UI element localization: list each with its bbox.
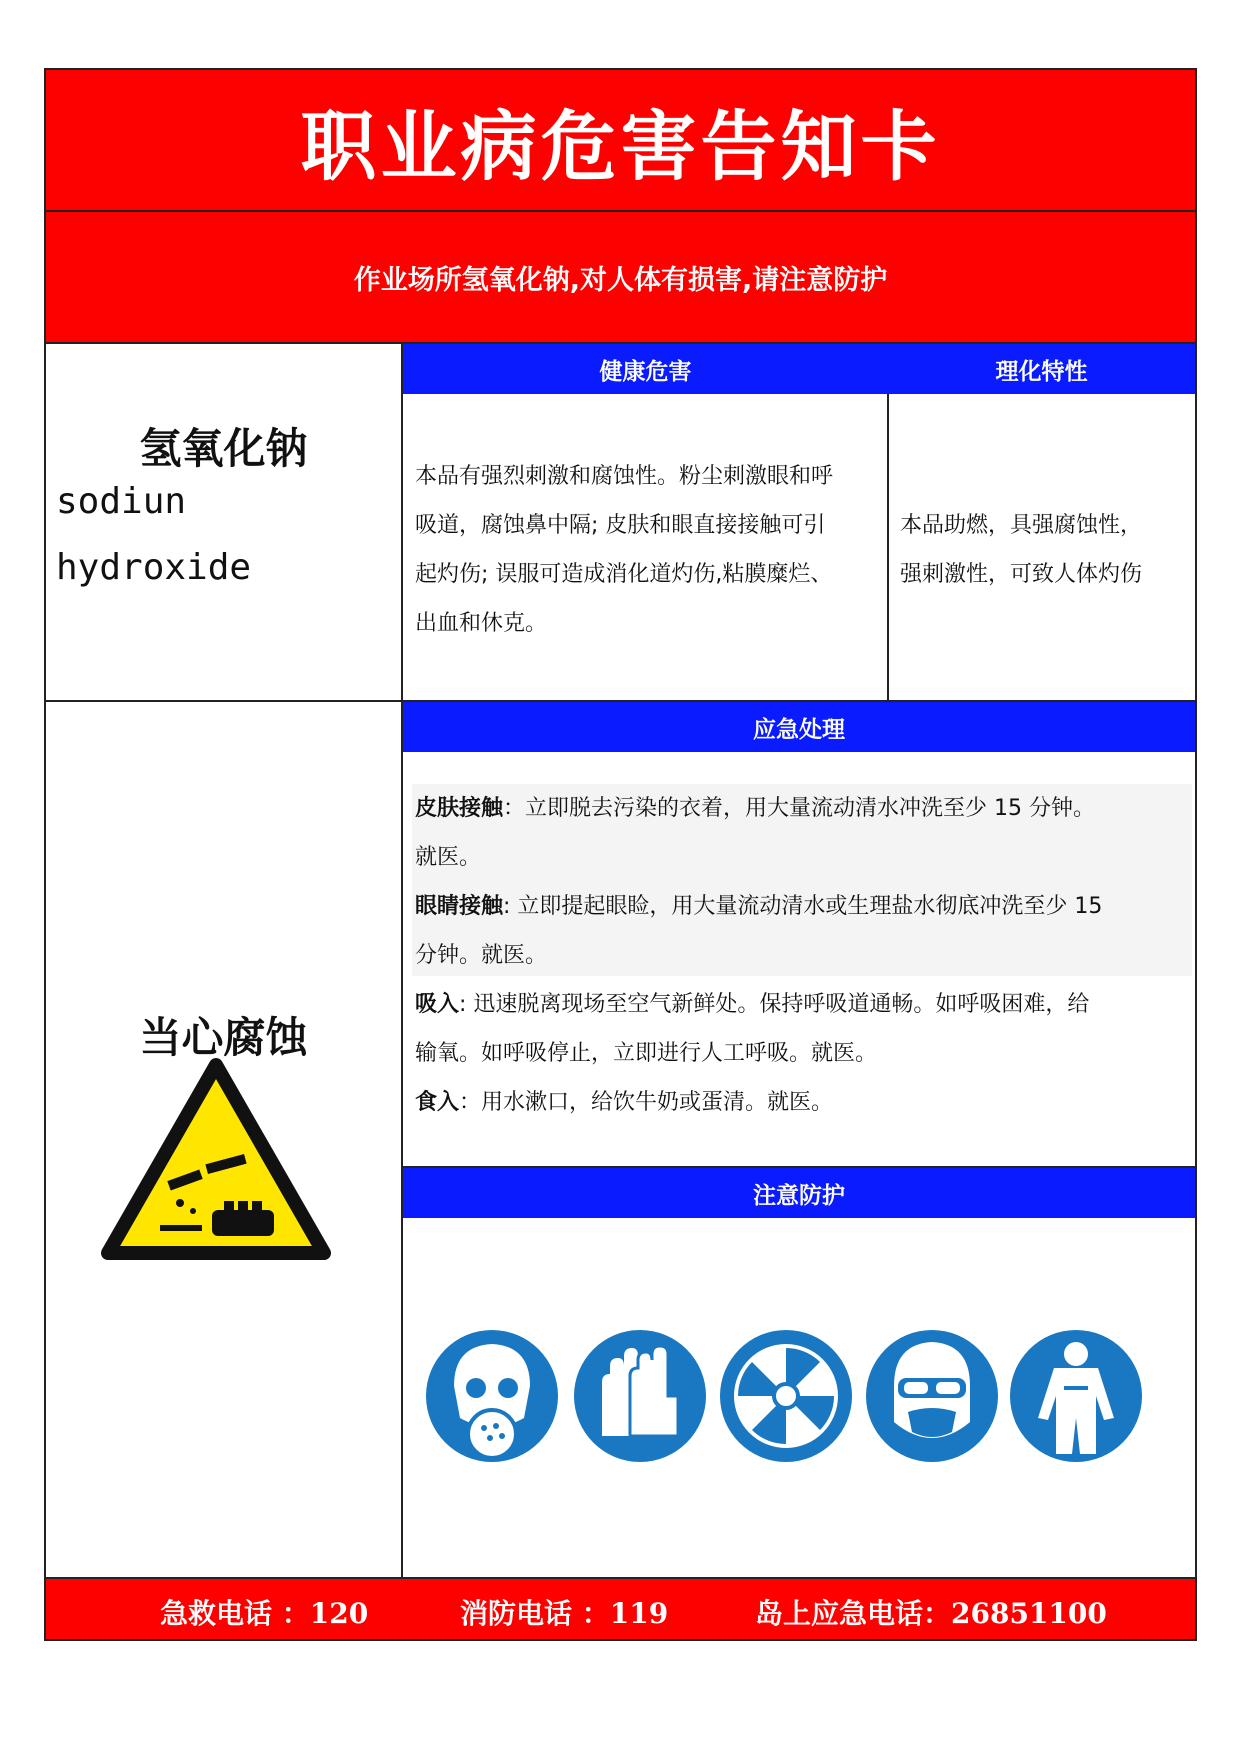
substance-name-en-line1: sodiun bbox=[56, 481, 187, 522]
health-hazard-text bbox=[415, 452, 880, 648]
skin-contact-line2: 就医。 bbox=[415, 845, 482, 870]
island-emergency-phone: 岛上应急电话：26851100 bbox=[755, 1597, 1107, 1630]
page-title: 职业病危害告知卡 bbox=[46, 70, 1195, 212]
gas-mask-icon bbox=[426, 1330, 558, 1462]
emergency-header: 应急处理 bbox=[403, 702, 1195, 752]
fire-phone: 消防电话 ：119 bbox=[460, 1597, 669, 1630]
properties-text bbox=[900, 501, 1190, 599]
inhalation-line: 吸入: 迅速脱离现场至空气新鲜处。保持呼吸道通畅。如呼吸困难，给 bbox=[415, 992, 1090, 1017]
eye-contact-line2: 分钟。就医。 bbox=[415, 943, 548, 968]
properties-line: 本品助燃，具强腐蚀性， bbox=[900, 513, 1143, 538]
emergency-phone-footer bbox=[46, 1577, 1195, 1639]
protective-suit-icon bbox=[1010, 1330, 1142, 1462]
inhalation-line2: 输氧。如呼吸停止，立即进行人工呼吸。就医。 bbox=[415, 1041, 878, 1066]
properties-header: 理化特性 bbox=[888, 344, 1195, 394]
warning-subtitle: 作业场所氢氧化钠,对人体有损害,请注意防护 bbox=[46, 212, 1195, 344]
hazard-notice-card bbox=[44, 68, 1197, 1641]
health-hazard-line: 出血和休克。 bbox=[415, 611, 548, 636]
health-hazard-line: 本品有强烈刺激和腐蚀性。粉尘刺激眼和呼 bbox=[415, 464, 834, 489]
emergency-text bbox=[415, 784, 1195, 1127]
substance-name-cell bbox=[46, 344, 401, 700]
substance-name-cn: 氢氧化钠 bbox=[139, 424, 308, 473]
gloves-icon bbox=[574, 1330, 706, 1462]
ventilation-fan-icon bbox=[720, 1330, 852, 1462]
health-hazard-header: 健康危害 bbox=[403, 344, 888, 394]
protection-icons bbox=[424, 1326, 1184, 1466]
corrosion-warning-icon bbox=[98, 1055, 334, 1265]
substance-name-en-line2: hydroxide bbox=[56, 547, 252, 588]
ingestion-line: 食入：用水漱口，给饮牛奶或蛋清。就医。 bbox=[415, 1090, 834, 1115]
protection-header: 注意防护 bbox=[403, 1168, 1195, 1218]
hazard-properties-divider bbox=[887, 394, 889, 700]
health-hazard-line: 起灼伤; 误服可造成消化道灼伤,粘膜糜烂、 bbox=[415, 562, 833, 587]
eye-contact-line: 眼睛接触: 立即提起眼睑，用大量流动清水或生理盐水彻底冲洗至少 15 bbox=[415, 894, 1103, 919]
warning-label: 当心腐蚀 bbox=[139, 1013, 308, 1062]
health-hazard-line: 吸道，腐蚀鼻中隔; 皮肤和眼直接接触可引 bbox=[415, 513, 826, 538]
goggles-mask-icon bbox=[866, 1330, 998, 1462]
properties-line: 强刺激性，可致人体灼伤 bbox=[900, 562, 1143, 587]
skin-contact-line: 皮肤接触：立即脱去污染的衣着，用大量流动清水冲洗至少 15 分钟。 bbox=[415, 796, 1096, 821]
column-divider bbox=[401, 344, 403, 1577]
first-aid-phone: 急救电话 ：120 bbox=[160, 1597, 369, 1630]
